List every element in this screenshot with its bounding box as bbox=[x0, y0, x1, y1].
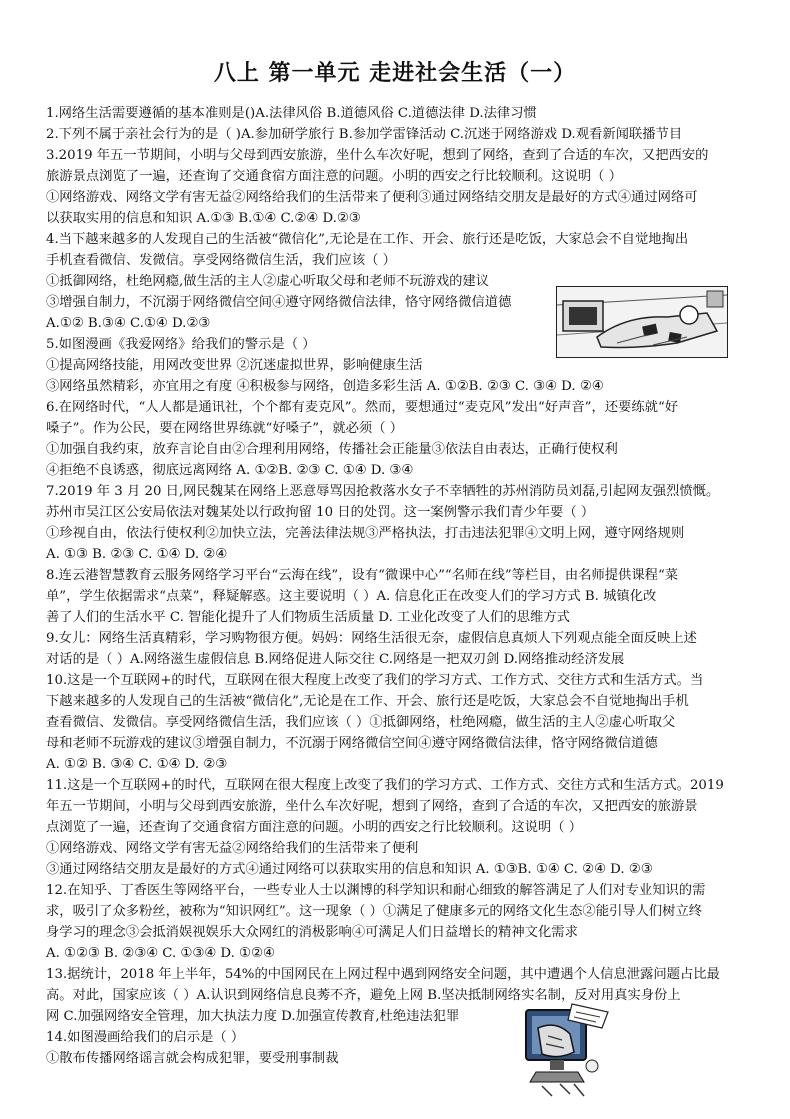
text-line: 下越来越多的人发现自己的生活被“微信化”,无论是在工作、开会、旅行还是吃饭，大家总会不自觉地掏出手机 bbox=[46, 694, 689, 709]
text-line: 高。对此，国家应该（ ）A.认识到网络信息良莠不齐，避免上网 B.坚决抵制网络实名制，反对用真实身份上 bbox=[46, 988, 681, 1003]
text-line: A. ①② B. ③④ C. ①④ D. ②③ bbox=[46, 757, 228, 772]
text-line: 身学习的理念③会抵消娱视娱乐大众网红的消极影响④可满足人们日益增长的精神文化需求 bbox=[46, 925, 578, 940]
text-line: 11.这是一个互联网+的时代，互联网在很大程度上改变了我们的学习方式、工作方式、交往方式和生活方式。2019 bbox=[46, 778, 724, 793]
text-line: ①抵御网络，杜绝网瘾,做生活的主人②虚心听取父母和老师不玩游戏的建议 bbox=[46, 274, 490, 289]
text-line: ①珍视自由，依法行使权利②加快立法，完善法律法规③严格执法，打击违法犯罪④文明上网，遵守网络规则 bbox=[46, 526, 685, 541]
text-line: 4.当下越来越多的人发现自己的生活被“微信化”,无论是在工作、开会、旅行还是吃饭，大家总会不自觉地掏出 bbox=[46, 232, 689, 247]
text-line: ③网络虽然精彩，亦宜用之有度 ④积极参与网络，创造多彩生活 A. ①②B. ②③ C. ③④ D. ②④ bbox=[46, 379, 604, 394]
text-line: 母和老师不玩游戏的建议③增强自制力，不沉溺于网络微信空间④遵守网络微信法律，恪守网络微信道德 bbox=[46, 736, 658, 751]
text-line: 查看微信、发微信。享受网络微信生活，我们应该（ ）①抵御网络，杜绝网瘾，做生活的主人②虚心听取父 bbox=[46, 715, 676, 730]
text-line: ①网络游戏、网络文学有害无益②网络给我们的生活带来了便利 bbox=[46, 841, 419, 856]
text-line: 手机查看微信、发微信。享受网络微信生活，我们应该（ ） bbox=[46, 253, 396, 268]
cartoon-online-rumor-image bbox=[512, 1000, 612, 1098]
text-line: 13.据统计，2018 年上半年，54%的中国网民在上网过程中遇到网络安全问题，其中遭遇个人信息泄露问题占比最 bbox=[46, 967, 720, 982]
text-line: 7.2019 年 3 月 20 日,网民魏某在网络上恶意辱骂因抢救落水女子不幸牺牲的苏州消防员刘磊,引起网友强烈愤慨。 bbox=[46, 484, 720, 499]
cartoon-internet-addiction-image bbox=[556, 286, 728, 358]
text-line: 旅游景点浏览了一遍，还查询了交通食宿方面注意的问题。小明的西安之行比较顺利。这说明（ ） bbox=[46, 169, 622, 184]
text-line: ①网络游戏、网络文学有害无益②网络给我们的生活带来了便利③通过网络结交朋友是最好的方式④通过网络可 bbox=[46, 190, 698, 205]
text-line: 对话的是（ ）A.网络滋生虚假信息 B.网络促进人际交往 C.网络是一把双刃剑 D.网络推动经济发展 bbox=[46, 652, 625, 667]
text-line: 网 C.加强网络安全管理，加大执法力度 D.加强宣传教育,杜绝违法犯罪 bbox=[46, 1009, 460, 1024]
text-line: 善了人们的生活水平 C. 智能化提升了人们物质生活质量 D. 工业化改变了人们的思维方式 bbox=[46, 610, 570, 625]
text-line: 10.这是一个互联网+的时代，互联网在很大程度上改变了我们的学习方式、工作方式、交往方式和生活方式。当 bbox=[46, 673, 704, 688]
text-line: 求，吸引了众多粉丝，被称为“知识网红”。这一现象（ ）①满足了健康多元的网络文化生态②能引导人们树立终 bbox=[46, 904, 703, 919]
text-line: 2.下列不属于亲社会行为的是（ )A.参加研学旅行 B.参加学雷锋活动 C.沉迷于网络游戏 D.观看新闻联播节目 bbox=[46, 127, 683, 142]
text-line: 年五一节期间，小明与父母到西安旅游，坐什么车次好呢，想到了网络，查到了合适的车次，又把西安的旅游景 bbox=[46, 799, 698, 814]
cartoon-drawing bbox=[512, 1000, 612, 1098]
text-line: 6.在网络时代，“人人都是通讯社，个个都有麦克风”。然而，要想通过“麦克风”发出“好声音”，还要练就“好 bbox=[46, 400, 679, 415]
text-line: 1.网络生活需要遵循的基本准则是()A.法律风俗 B.道德风俗 C.道德法律 D.法律习惯 bbox=[46, 106, 537, 121]
text-line: ①散布传播网络谣言就会构成犯罪，要受刑事制裁 bbox=[46, 1051, 339, 1066]
text-line: 3.2019 年五一节期间，小明与父母到西安旅游，坐什么车次好呢，想到了网络，查到了合适的车次，又把西安的 bbox=[46, 148, 709, 163]
text-line: 点浏览了一遍，还查询了交通食宿方面注意的问题。小明的西安之行比较顺利。这说明（ ） bbox=[46, 820, 583, 835]
text-line: 9.女儿：网络生活真精彩，学习购物很方便。妈妈：网络生活很无奈，虚假信息真烦人下列观点能全面反映上述 bbox=[46, 631, 697, 646]
text-line: 14.如图漫画给我们的启示是（ ） bbox=[46, 1030, 245, 1045]
text-line: 8.连云港智慧教育云服务网络学习平台“云海在线”，设有“微课中心”“名师在线”等栏目，由名师提供课程“菜 bbox=[46, 568, 679, 583]
text-line: ①提高网络技能，用网改变世界 ②沉迷虚拟世界，影响健康生活 bbox=[46, 358, 423, 373]
text-line: A. ①②③ B. ②③④ C. ①③④ D. ①②④ bbox=[46, 946, 275, 961]
text-line: 5.如图漫画《我爱网络》给我们的警示是（ ） bbox=[46, 337, 316, 352]
text-line: 嗓子”。作为公民，要在网络世界练就“好嗓子”，就必须（ ） bbox=[46, 421, 404, 436]
text-line: A. ①③ B. ②③ C. ①④ D. ②④ bbox=[46, 547, 228, 562]
text-line: ④拒绝不良诱惑，彻底远离网络 A. ①②B. ②③ C. ①④ D. ③④ bbox=[46, 463, 414, 478]
page-title: 八上 第一单元 走进社会生活（一） bbox=[213, 61, 577, 86]
text-line: ①加强自我约束，放弃言论自由②合理利用网络，传播社会正能量③依法自由表达，正确行使权利 bbox=[46, 442, 618, 457]
text-line: 12.在知乎、丁香医生等网络平台，一些专业人士以渊博的科学知识和耐心细致的解答满足了人们对专业知识的需 bbox=[46, 883, 706, 898]
text-line: ③增强自制力，不沉溺于网络微信空间④遵守网络微信法律，恪守网络微信道德 bbox=[46, 295, 512, 310]
text-line: ③通过网络结交朋友是最好的方式④通过网络可以获取实用的信息和知识 A. ①③B. ①④ C. ②④ D. ②③ bbox=[46, 862, 653, 877]
text-line: 苏州市吴江区公安局依法对魏某处以行政拘留 10 日的处罚。这一案例警示我们青少年要（ ） bbox=[46, 505, 595, 520]
text-line: A.①② B.③④ C.①④ D.②③ bbox=[46, 316, 211, 331]
cartoon-drawing bbox=[557, 287, 727, 357]
text-line: 以获取实用的信息和知识 A.①③ B.①④ C.②④ D.②③ bbox=[46, 211, 361, 226]
text-line: 单”，学生依据需求“点菜”，释疑解惑。这主要说明（ ）A. 信息化正在改变人们的学习方式 B. 城镇化改 bbox=[46, 589, 657, 604]
